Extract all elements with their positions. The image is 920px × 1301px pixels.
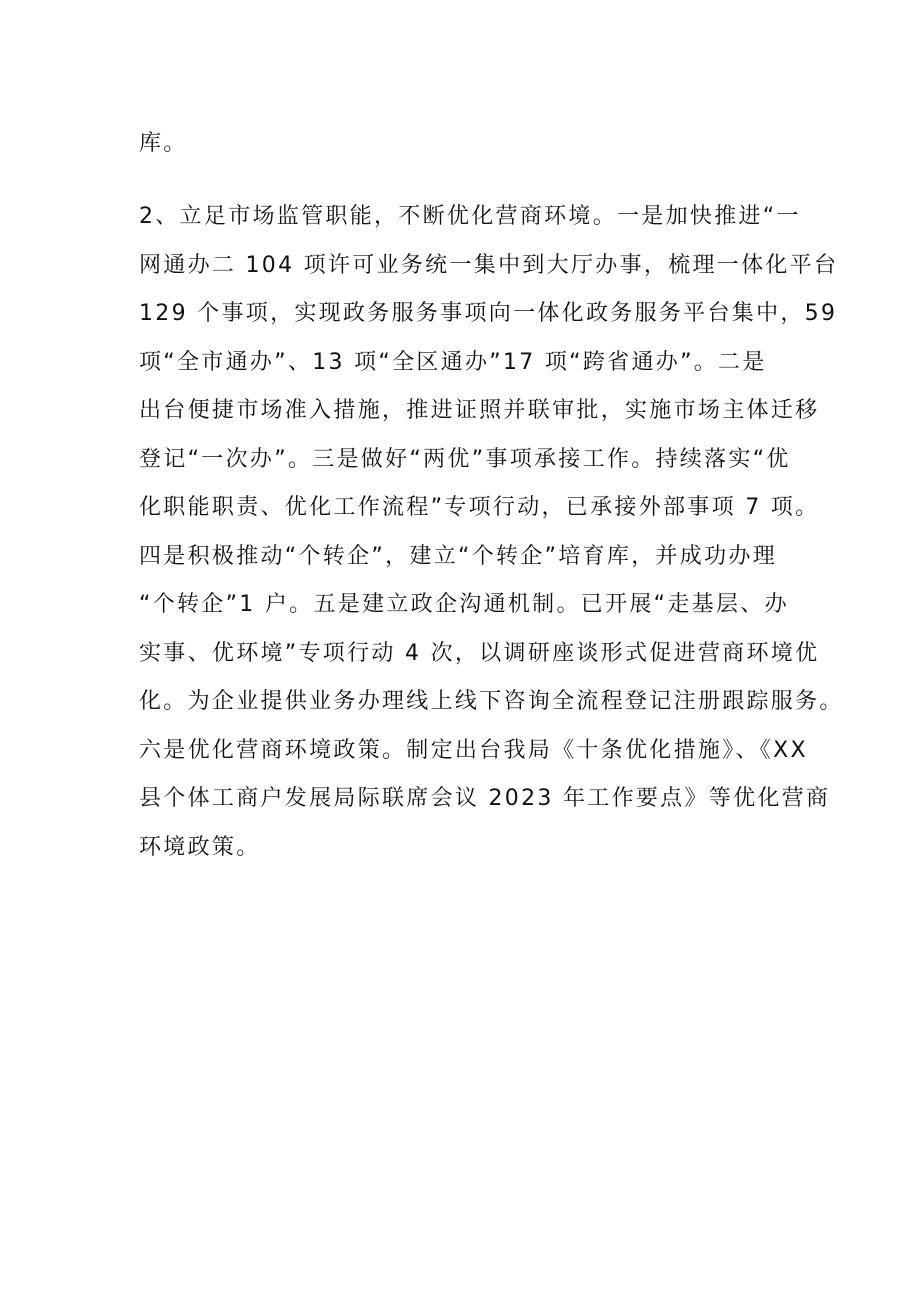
text-line: 县个体工商户发展局际联席会议 2023 年工作要点》等优化营商 <box>139 786 831 811</box>
text-line: 环境政策。 <box>139 834 261 860</box>
text-line: 2、立足市场监管职能，不断优化营商环境。一是加快推进“一 <box>139 204 801 229</box>
text-line: 六是优化营商环境政策。制定出台我局《十条优化措施》、《XX <box>139 737 808 763</box>
text-line: 化。为企业提供业务办理线上线下咨询全流程登记注册跟踪服务。 <box>139 689 844 714</box>
text-line: 登记“一次办”。三是做好“两优”事项承接工作。持续落实“优 <box>139 446 791 472</box>
text-line: 项“全市通办”、13 项“全区通办”17 项“跨省通办”。二是 <box>139 349 767 375</box>
text-line: 四是积极推动“个转企”，建立“个转企”培育库，并成功办理 <box>139 543 777 569</box>
text-line: 129 个事项，实现政务服务事项向一体化政务服务平台集中，59 <box>139 301 838 326</box>
text-line: “个转企”1 户。五是建立政企沟通机制。已开展“走基层、办 <box>139 592 789 617</box>
text-line: 库。 <box>139 131 188 156</box>
text-line: 实事、优环境”专项行动 4 次，以调研座谈形式促进营商环境优 <box>139 640 820 666</box>
text-line: 出台便捷市场准入措施，推进证照并联审批，实施市场主体迁移 <box>139 398 820 423</box>
text-line: 网通办二 104 项许可业务统一集中到大厅办事，梳理一体化平台 <box>139 252 839 278</box>
paragraph-continuation <box>139 120 784 169</box>
text-line: 化职能职责、优化工作流程”专项行动，已承接外部事项 7 项。 <box>139 495 820 520</box>
paragraph-business-environment <box>139 193 844 872</box>
